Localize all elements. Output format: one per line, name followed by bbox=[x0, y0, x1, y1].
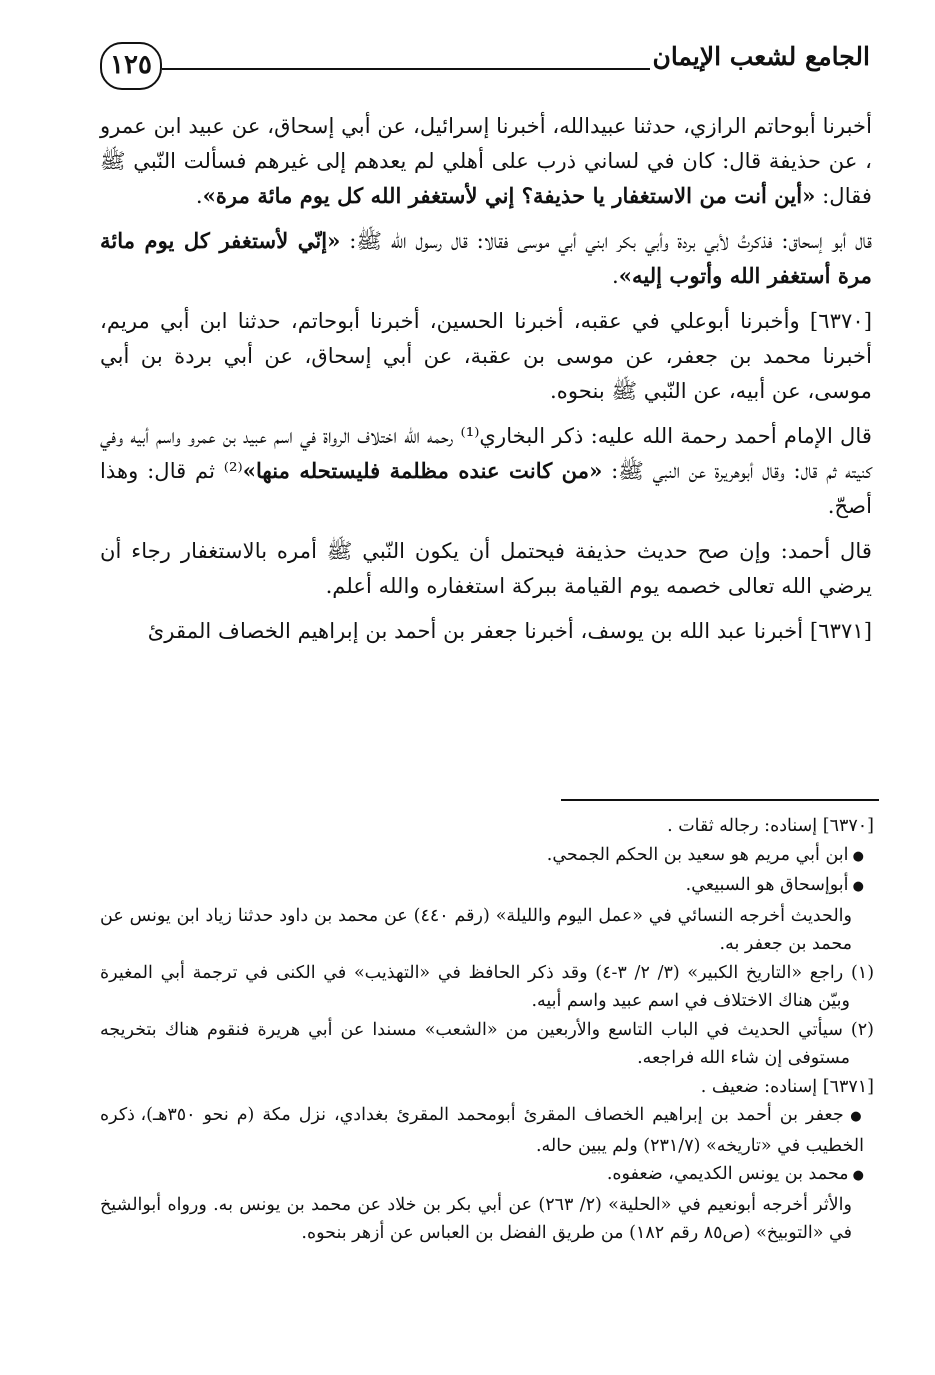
paragraph-1: أخبرنا أبوحاتم الرازي، حدثنا عبيدالله، أخبرنا إسرائيل، عن أبي إسحاق، عن عبيد ابن عمرو ، عن حذيفة قال: كان في لساني ذرب على أهلي لم يعدهم إلى غيرهم فسألت النّبي ﷺ فقال: «أين أنت من الاستغفار يا حذيفة؟ إني لأستغفر الله كل يوم مائة مرة». bbox=[100, 113, 872, 208]
header-rule bbox=[162, 68, 650, 70]
paragraph-4: قال الإمام أحمد رحمة الله عليه: ذكر البخاري⁽¹⁾ رحمه الله اختلاف الرواة في اسم عبيد بن عمرو واسم أبيه وفي كنيته ثم قال: وقال أبوهريرة عن النبي ﷺ: «من كانت عنده مظلمة فليستحله منها»⁽²⁾ ثم قال: وهذا أصحّ. bbox=[100, 423, 872, 518]
note-text: والأثر أخرجه أبونعيم في «الحلية» (٢/ ٢٦٣) عن أبي بكر بن خلاد عن محمد بن يونس به. ورواه أبوالشيخ في «التوبيخ» (ص٨٥ رقم ١٨٢) من طريق الفضل بن العباس عن أزهر بنحوه. bbox=[100, 1194, 852, 1243]
note-6370-heading: [٦٣٧٠] إسناده: رجاله ثقات . bbox=[667, 816, 874, 836]
footnotes bbox=[100, 812, 874, 1248]
paragraph-6: [٦٣٧١] أخبرنا عبد الله بن يوسف، أخبرنا جعفر بن أحمد بن إبراهيم الخصاف المقرئ bbox=[147, 618, 872, 643]
paragraph-2: قال أبو إسحاق: فذكرتُ لأبي بردة وأبي بكر ابني أبي موسى فقالا: قال رسول الله ﷺ: «إنّي لأستغفر كل يوم مائة مرة أستغفر الله وأتوب إليه». bbox=[100, 228, 872, 288]
note-bullet: ● جعفر بن أحمد بن إبراهيم الخصاف المقرئ أبومحمد المقرئ بغدادي، نزل مكة (م نحو ٣٥٠هـ)، ذكره الخطيب في «تاريخه» (٢٣١/٧) ولم يبين حاله. bbox=[100, 1101, 874, 1160]
page-header bbox=[100, 30, 870, 90]
paragraph-5: قال أحمد: وإن صح حديث حذيفة فيحتمل أن يكون النّبي ﷺ أمره بالاستغفار رجاء أن يرضي الله تعالى خصمه يوم القيامة ببركة استغفاره والله أعلم. bbox=[100, 538, 872, 598]
note-bullet: ● محمد بن يونس الكديمي، ضعفوه. bbox=[100, 1160, 874, 1191]
hadith-quote: «أين أنت من الاستغفار يا حذيفة؟ إني لأستغفر الله كل يوم مائة مرة» bbox=[202, 183, 816, 208]
note-text: والحديث أخرجه النسائي في «عمل اليوم والليلة» (رقم ٤٤٠) عن محمد بن داود حدثنا زياد ابن يونس عن محمد بن جعفر به. bbox=[100, 905, 852, 954]
note-bullet: ● ابن أبي مريم هو سعيد بن الحكم الجمحي. bbox=[100, 841, 874, 872]
running-title: الجامع لشعب الإيمان bbox=[652, 42, 870, 71]
main-text bbox=[100, 108, 872, 658]
page-number: ١٢٥ bbox=[100, 42, 162, 90]
paragraph-3: [٦٣٧٠] وأخبرنا أبوعلي في عقبه، أخبرنا الحسين، أخبرنا أبوحاتم، حدثنا ابن أبي مريم، أخبرنا محمد بن جعفر، عن موسى بن عقبة، عن أبي إسحاق، عن أبي بردة بن أبي موسى، عن أبيه، عن النّبي ﷺ بنحوه. bbox=[100, 308, 872, 403]
note-6371-heading: [٦٣٧١] إسناده: ضعيف . bbox=[700, 1076, 874, 1097]
hadith-quote: «من كانت عنده مظلمة فليستحله منها» bbox=[242, 458, 603, 483]
hadith-quote: «إنّي لأستغفر كل يوم مائة مرة أستغفر الله وأتوب إليه» bbox=[100, 228, 872, 288]
note-bullet: ● أبوإسحاق هو السبيعي. bbox=[100, 871, 874, 902]
footnote-separator bbox=[561, 799, 879, 801]
footnote-2: (٢) سيأتي الحديث في الباب التاسع والأربعين من «الشعب» مسندا عن أبي هريرة فنقوم هناك بتخريجه مستوفى إن شاء الله فراجعه. bbox=[100, 1019, 874, 1068]
footnote-1: (١) راجع «التاريخ الكبير» (٣/ ٢/ ٣-٤) وقد ذكر الحافظ في «التهذيب» في الكنى في ترجمة أبي المغيرة وبيّن هناك الاختلاف في اسم عبيد واسم أبيه. bbox=[100, 962, 875, 1011]
